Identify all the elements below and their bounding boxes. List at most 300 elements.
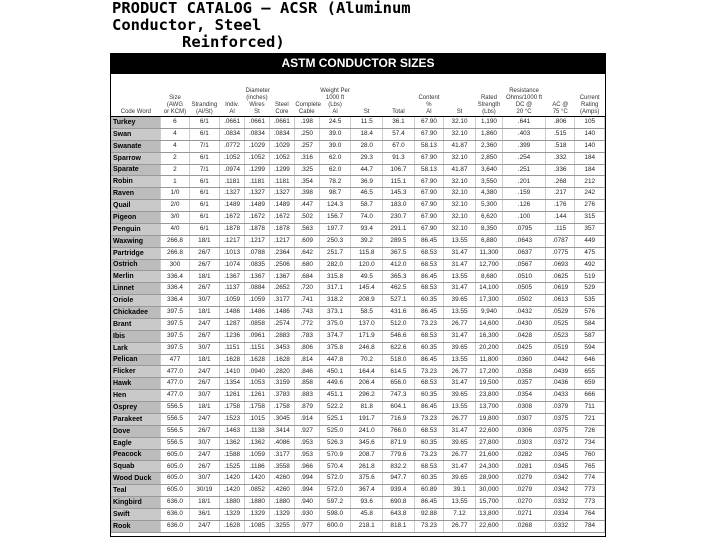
table-cell: 2 [161,152,189,164]
table-cell: .0428 [503,330,546,342]
table-cell: .1053 [245,378,270,390]
table-cell: 73.23 [414,413,443,425]
table-cell: 67.90 [414,223,443,235]
column-header: Total [383,74,415,117]
table-row [111,164,605,176]
table-cell: 68.53 [414,378,443,390]
table-cell: .0940 [245,366,270,378]
table-cell: .814 [294,354,319,366]
table-cell: 120.0 [351,259,383,271]
table-cell: .518 [546,140,575,152]
table-cell: 13.55 [444,497,476,509]
table-cell: .0442 [546,354,575,366]
table-cell: 397.5 [161,342,189,354]
table-cell: .743 [294,307,319,319]
table-cell: .940 [294,497,319,509]
code-word-cell: Ibis [111,330,161,342]
table-cell: 115.8 [351,247,383,259]
table-cell: 32.10 [444,117,476,129]
table-row [111,200,605,212]
table-cell: .772 [294,318,319,330]
table-cell: 57.4 [383,128,415,140]
code-word-cell: Raven [111,188,161,200]
table-cell: 4,380 [475,188,502,200]
table-cell: .0529 [546,307,575,319]
table-cell: .1367 [269,271,294,283]
table-cell: .1758 [269,402,294,414]
table-cell: 197.7 [319,223,351,235]
table-cell: .1327 [220,188,245,200]
table-cell: 250.3 [319,235,351,247]
table-cell: 41.87 [444,140,476,152]
table-cell: 784 [575,520,605,532]
table-cell: 412.0 [383,259,415,271]
table-cell: 18/1 [189,307,220,319]
table-cell: 67.90 [414,117,443,129]
table-cell: 15,700 [475,497,502,509]
table-cell: 31.47 [444,247,476,259]
table-cell: 39.65 [444,473,476,485]
code-word-cell: Dove [111,425,161,437]
table-cell: .1137 [220,283,245,295]
column-header: Rated Strength (Lbs) [475,74,502,117]
table-cell: .1486 [245,307,270,319]
table-cell: .1186 [245,461,270,473]
table-cell: 6,880 [475,235,502,247]
table-cell: 18/1 [189,235,220,247]
column-header: Size (AWG or KCM) [161,74,189,117]
table-cell: .159 [503,188,546,200]
table-cell: .100 [503,212,546,224]
table-cell: 711 [575,402,605,414]
table-cell: .1327 [245,188,270,200]
table-cell: 68.53 [414,330,443,342]
table-cell: 31.47 [444,378,476,390]
table-cell: .846 [294,366,319,378]
code-word-cell: Ostrich [111,259,161,271]
table-cell: .0505 [503,283,546,295]
table-cell: .0835 [245,259,270,271]
table-cell: 32.10 [444,152,476,164]
code-word-cell: Peacock [111,449,161,461]
table-cell: 6 [161,117,189,129]
table-cell: 212 [575,176,605,188]
table-cell: 67.90 [414,200,443,212]
table-row [111,212,605,224]
table-cell: 315.8 [319,271,351,283]
table-row [111,152,605,164]
table-cell: .0375 [546,413,575,425]
table-cell: .0279 [503,485,546,497]
column-header: Content % Al [414,74,443,117]
column-header: Steel Core [269,74,294,117]
table-cell: 32.10 [444,200,476,212]
table-cell: .0787 [546,235,575,247]
table-cell: .1138 [245,425,270,437]
table-cell: 39.1 [444,485,476,497]
table-cell: .0433 [546,390,575,402]
table-cell: 3/0 [161,212,189,224]
table-row [111,497,605,509]
table-cell: 26.77 [444,318,476,330]
table-cell: 636.0 [161,520,189,532]
table-row [111,188,605,200]
table-cell: .4260 [269,473,294,485]
table-cell: 28.0 [351,140,383,152]
table-cell: 600.0 [319,520,351,532]
table-cell: 26.77 [444,449,476,461]
table-cell: 36.9 [351,176,383,188]
table-cell: .642 [294,247,319,259]
table-cell: 242 [575,188,605,200]
table-cell: 68.53 [414,425,443,437]
table-cell: .403 [503,128,546,140]
table-cell: .0858 [245,318,270,330]
table-cell: .0307 [503,413,546,425]
table-cell: .1181 [220,176,245,188]
table-cell: 18/1 [189,402,220,414]
table-cell: 556.5 [161,425,189,437]
table-cell: .1362 [220,437,245,449]
table-cell: .176 [546,200,575,212]
table-row [111,508,605,520]
table-cell: 447.8 [319,354,351,366]
table-cell: 397.5 [161,330,189,342]
table-cell: 86.45 [414,271,443,283]
table-cell: 5,300 [475,200,502,212]
table-cell: 24,300 [475,461,502,473]
table-cell: .783 [294,330,319,342]
table-cell: 91.3 [383,152,415,164]
table-row [111,437,605,449]
table-cell: 31.47 [444,425,476,437]
table-cell: 690.8 [383,497,415,509]
table-cell: 32.10 [444,223,476,235]
table-row [111,176,605,188]
table-cell: 773 [575,497,605,509]
table-cell: 26/7 [189,330,220,342]
table-cell: 604.1 [383,402,415,414]
table-row [111,235,605,247]
table-cell: 68.53 [414,461,443,473]
table-cell: .3255 [269,520,294,532]
table-row [111,520,605,532]
table-cell: .1672 [245,212,270,224]
table-cell: .1628 [220,520,245,532]
code-word-cell: Wood Duck [111,473,161,485]
table-cell: 67.90 [414,188,443,200]
table-cell: 98.7 [319,188,351,200]
table-cell: 570.9 [319,449,351,461]
title-line-1: PRODUCT CATALOG – ACSR (Aluminum Conductor, Steel [112,0,411,34]
table-cell: 206.4 [351,378,383,390]
table-cell: 397.5 [161,307,189,319]
title-line-2: Reinforced) [182,33,285,51]
table-cell: 584 [575,318,605,330]
column-header: Weight Per 1000 ft (Lbs) Al [319,74,351,117]
table-cell: 261.8 [351,461,383,473]
table-cell: 518.0 [383,354,415,366]
table-cell: .0567 [503,259,546,271]
table-cell: .1151 [245,342,270,354]
table-cell: 67.0 [383,140,415,152]
table-cell: 22,600 [475,520,502,532]
table-cell: 598.0 [319,508,351,520]
table-cell: 39.0 [319,128,351,140]
table-cell: .1367 [220,271,245,283]
table-row [111,247,605,259]
table-cell: 86.45 [414,497,443,509]
table-cell: 58.7 [351,200,383,212]
table-cell: .0884 [245,283,270,295]
table-cell: .0439 [546,366,575,378]
table-cell: 246.8 [351,342,383,354]
table-cell: 6/1 [189,223,220,235]
table-cell: 570.4 [319,461,351,473]
table-cell: 266.8 [161,235,189,247]
table-cell: 1/0 [161,188,189,200]
table-cell: 449 [575,235,605,247]
table-cell: .0961 [245,330,270,342]
table-cell: 449.6 [319,378,351,390]
table-cell: .3783 [269,390,294,402]
table-cell: 24/7 [189,449,220,461]
table-row [111,271,605,283]
table-cell: 373.1 [319,307,351,319]
table-cell: 519 [575,271,605,283]
table-cell: .1074 [220,259,245,271]
table-cell: 19,800 [475,413,502,425]
code-word-cell: Teal [111,485,161,497]
table-cell: 614.5 [383,366,415,378]
table-row [111,402,605,414]
table-cell: 357 [575,223,605,235]
table-cell: 93.4 [351,223,383,235]
code-word-cell: Lark [111,342,161,354]
table-cell: 939.4 [383,485,415,497]
table-cell: 636.0 [161,497,189,509]
table-cell: .0693 [546,259,575,271]
table-cell: .0974 [220,164,245,176]
table-cell: .0345 [546,461,575,473]
table-cell: .3177 [269,449,294,461]
table-cell: 779.6 [383,449,415,461]
table-cell: .966 [294,461,319,473]
table-cell: 1,860 [475,128,502,140]
table-cell: 572.0 [319,485,351,497]
table-cell: .1299 [245,164,270,176]
table-cell: .354 [294,176,319,188]
table-row [111,259,605,271]
table-cell: .502 [294,212,319,224]
table-cell: 19,500 [475,378,502,390]
table-cell: 832.2 [383,461,415,473]
table-cell: 656.0 [383,378,415,390]
table-cell: .720 [294,283,319,295]
table-cell: .515 [546,128,575,140]
table-cell: 7/1 [189,164,220,176]
table-cell: .201 [503,176,546,188]
table-cell: .2883 [269,330,294,342]
table-cell: 345.6 [351,437,383,449]
table-cell: 20,200 [475,342,502,354]
table-row [111,485,605,497]
table-cell: .0625 [546,271,575,283]
table-cell: 68.53 [414,283,443,295]
table-cell: 137.0 [351,318,383,330]
code-word-cell: Swift [111,508,161,520]
table-cell: 44.7 [351,164,383,176]
code-word-cell: Parakeet [111,413,161,425]
table-cell: 32.10 [444,128,476,140]
table-cell: .1181 [245,176,270,188]
table-cell: 191.7 [351,413,383,425]
table-cell: 605.0 [161,473,189,485]
table-cell: 818.1 [383,520,415,532]
table-cell: 276 [575,200,605,212]
table-cell: 336.4 [161,295,189,307]
table-cell: 871.9 [383,437,415,449]
table-cell: .1628 [269,354,294,366]
table-cell: .1523 [220,413,245,425]
table-row [111,473,605,485]
table-cell: .1878 [220,223,245,235]
table-cell: .1588 [220,449,245,461]
table-cell: .0613 [546,295,575,307]
table-cell: 26/7 [189,425,220,437]
table-cell: .0436 [546,378,575,390]
table-cell: .1420 [220,473,245,485]
table-cell: 39.65 [444,390,476,402]
table-cell: 622.6 [383,342,415,354]
table-cell: .398 [294,188,319,200]
table-cell: 12,700 [475,259,502,271]
column-header: St [351,74,383,117]
table-cell: 58.5 [351,307,383,319]
table-cell: .0308 [503,402,546,414]
table-cell: .1329 [269,508,294,520]
table-cell: .1758 [220,402,245,414]
code-word-cell: Penguin [111,223,161,235]
table-cell: 477.0 [161,366,189,378]
table-cell: .2506 [269,259,294,271]
table-cell: 26.77 [444,520,476,532]
table-cell: 4 [161,140,189,152]
table-header [111,74,605,117]
table-cell: 86.45 [414,307,443,319]
table-cell: .1410 [220,366,245,378]
code-word-cell: Swanate [111,140,161,152]
table-cell: 30/7 [189,437,220,449]
table-cell: 60.89 [414,485,443,497]
table-cell: .0268 [503,520,546,532]
table-cell: 11,300 [475,247,502,259]
table-cell: .1217 [220,235,245,247]
table-cell: .1052 [220,152,245,164]
table-cell: .0834 [245,128,270,140]
table-cell: 375.0 [319,318,351,330]
code-word-cell: Oriole [111,295,161,307]
table-cell: 475 [575,247,605,259]
table-cell: 374.7 [319,330,351,342]
table-cell: 164.4 [351,366,383,378]
table-row [111,342,605,354]
table-cell: .0510 [503,271,546,283]
table-cell: .2820 [269,366,294,378]
table-cell: .0834 [269,128,294,140]
column-header: Stranding (Al/St) [189,74,220,117]
table-cell: .994 [294,473,319,485]
table-cell: .0354 [503,390,546,402]
table-cell: .1151 [220,342,245,354]
table-cell: 30/7 [189,342,220,354]
table-cell: 594 [575,342,605,354]
table-cell: 31.47 [444,259,476,271]
table-cell: .3159 [269,378,294,390]
table-cell: .251 [503,164,546,176]
table-cell: 39.0 [319,140,351,152]
table-cell: .336 [546,164,575,176]
table-cell: .1880 [269,497,294,509]
table-cell: .0281 [503,461,546,473]
table-cell: 67.90 [414,212,443,224]
table-cell: 32.10 [444,188,476,200]
table-row [111,354,605,366]
table-cell: 8,680 [475,271,502,283]
table-cell: .0358 [503,366,546,378]
table-cell: .1329 [245,508,270,520]
table-cell: 18.4 [351,128,383,140]
table-cell: .1420 [245,473,270,485]
table-row [111,425,605,437]
table-cell: 6/1 [189,128,220,140]
table-cell: .1880 [245,497,270,509]
table-cell: 230.7 [383,212,415,224]
table-cell: 67.90 [414,176,443,188]
table-cell: 26/7 [189,247,220,259]
table-cell: 23,800 [475,390,502,402]
table-cell: .250 [294,128,319,140]
table-cell: .879 [294,402,319,414]
table-cell: .3414 [269,425,294,437]
table-cell: .0303 [503,437,546,449]
table-cell: .0788 [245,247,270,259]
table-cell: 13.55 [444,354,476,366]
table-cell: 30/7 [189,295,220,307]
table-cell: 522.2 [319,402,351,414]
column-header: Code Word [111,74,161,117]
table-cell: 556.5 [161,402,189,414]
table-cell: 68.53 [414,247,443,259]
table-cell: 375.8 [319,342,351,354]
table-cell: .447 [294,200,319,212]
table-cell: .2574 [269,318,294,330]
table-cell: 3,550 [475,176,502,188]
table-cell: 3,640 [475,164,502,176]
table-cell: .0619 [546,283,575,295]
table-cell: 58.13 [414,140,443,152]
section-title: ASTM CONDUCTOR SIZES [110,53,606,73]
table-cell: 140 [575,128,605,140]
table-row [111,366,605,378]
table-cell: 512.0 [383,318,415,330]
table-cell: 73.23 [414,449,443,461]
table-cell: .1354 [220,378,245,390]
table-cell: .0523 [546,330,575,342]
column-header: Indiv. Al [220,74,245,117]
table-cell: .1217 [245,235,270,247]
code-word-cell: Brant [111,318,161,330]
